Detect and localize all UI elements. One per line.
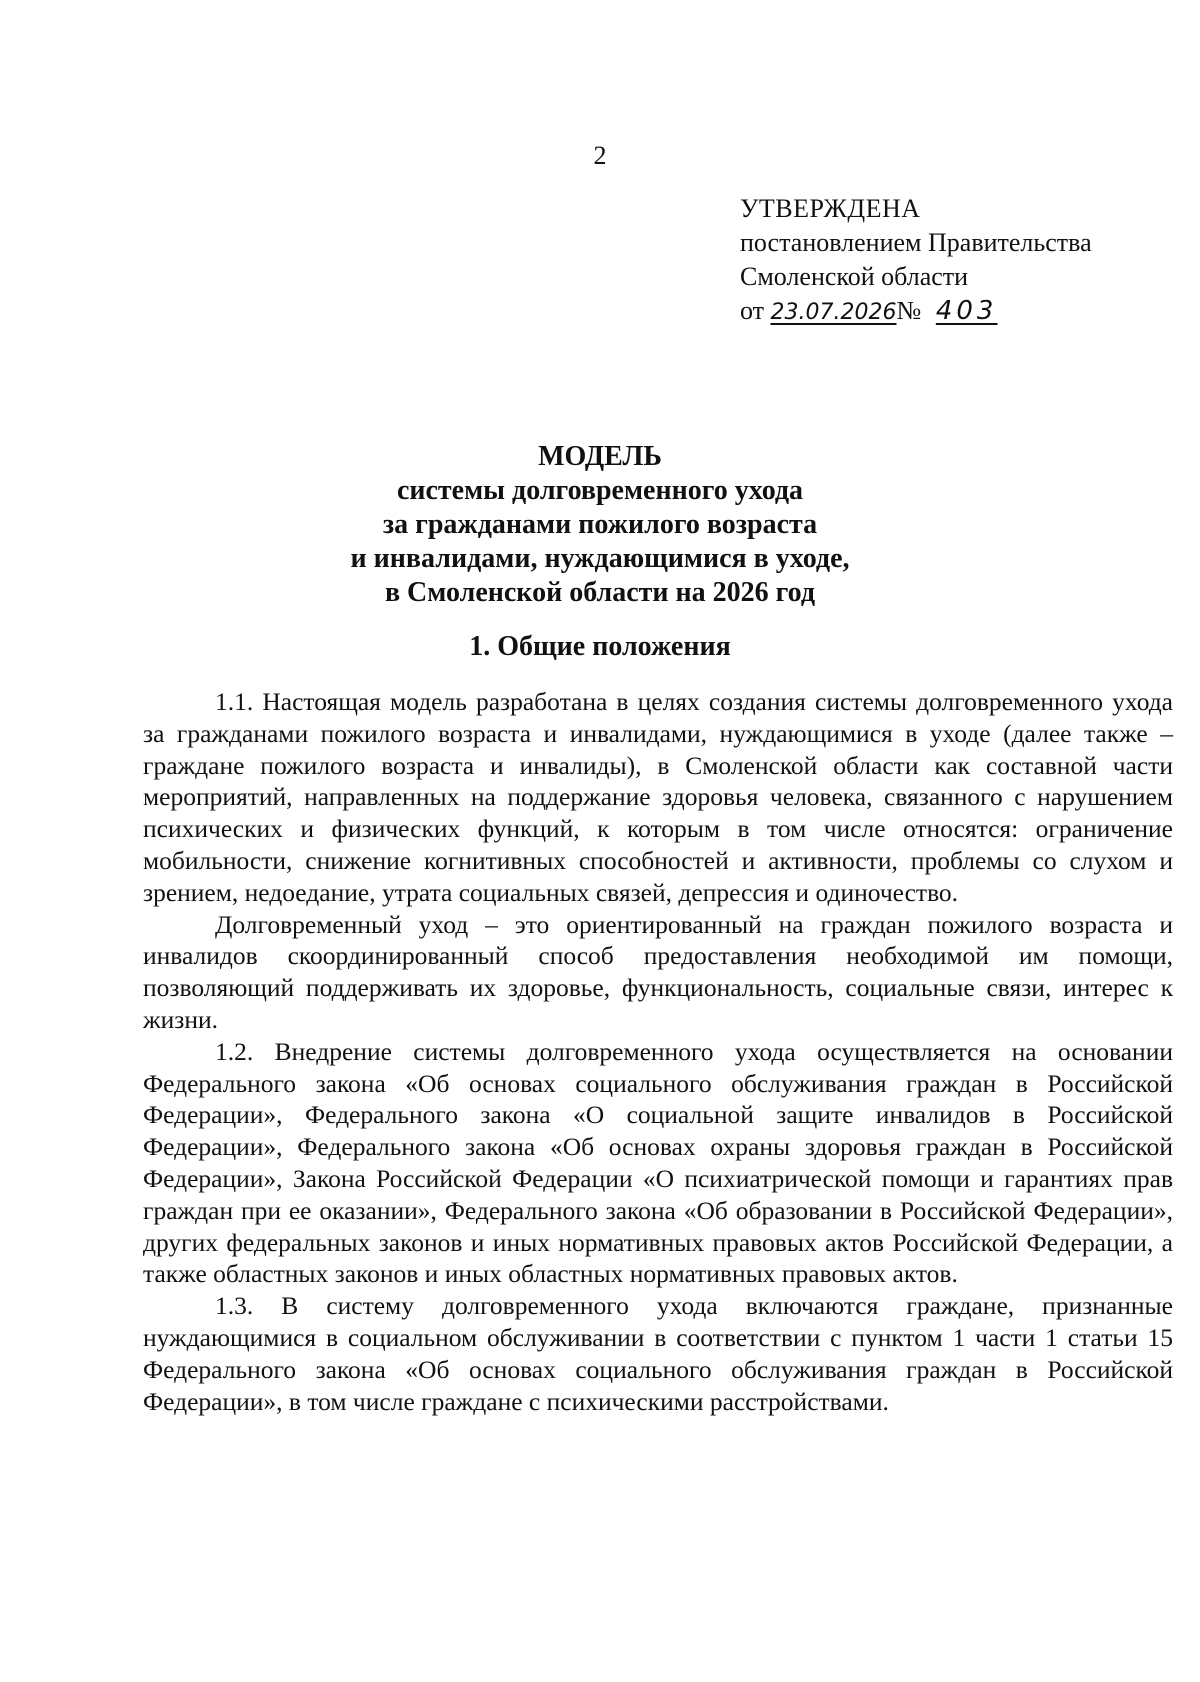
paragraph-long-term-care-definition: Долговременный уход – это ориентированный на граждан пожилого возраста и инвалидов скоординированный способ предоставления необходимой им помощи, позволяющий поддерживать их здоровье, функциональность, социальные связи, интерес к жизни. <box>143 909 1173 1034</box>
page-number: 2 <box>593 141 607 170</box>
title-line-4: и инвалидами, нуждающимися в уходе, <box>350 543 850 574</box>
approval-line-1: постановлением Правительства <box>740 228 1092 257</box>
title-line-2: системы долговременного ухода <box>396 475 804 506</box>
handwritten-date: 23.07.2026 <box>770 300 897 325</box>
approval-title: УТВЕРЖДЕНА <box>740 194 921 223</box>
approval-stamp-block <box>740 192 1092 330</box>
approval-date-line <box>740 294 1092 330</box>
document-title <box>0 440 1200 610</box>
approval-line-2: Смоленской области <box>740 262 969 291</box>
paragraph-1-1: 1.1. Настоящая модель разработана в целях создания системы долговременного ухода за гражданами пожилого возраста и инвалидами, нуждающимися в уходе (далее также – граждане пожилого возраста и инвалиды), в Смоленской области как составной части мероприятий, направленных на поддержание здоровья человека, связанного с нарушением психических и физических функций, к которым в том числе относятся: ограничение мобильности, снижение когнитивных способностей и активности, проблемы со слухом и зрением, недоедание, утрата социальных связей, депрессия и одиночество. <box>143 687 1173 907</box>
date-prefix: от <box>740 296 765 325</box>
paragraph-1-2: 1.2. Внедрение системы долговременного ухода осуществляется на основании Федерального закона «Об основах социального обслуживания граждан в Российской Федерации», Федерального закона «О социальной защите инвалидов в Российской Федерации», Федерального закона «Об основах охраны здоровья граждан в Российской Федерации», Закона Российской Федерации «О психиатрической помощи и гарантиях прав граждан при ее оказании», Федерального закона «Об образовании в Российской Федерации», других федеральных законов и иных нормативных правовых актов Российской Федерации, а также областных законов и иных областных нормативных правовых актов. <box>143 1036 1173 1289</box>
number-prefix: № <box>896 296 922 325</box>
handwritten-number: 403 <box>935 296 998 326</box>
title-line-1: МОДЕЛЬ <box>538 441 662 472</box>
title-line-5: в Смоленской области на 2026 год <box>384 577 816 608</box>
section-heading: 1. Общие положения <box>469 631 731 662</box>
body-text <box>143 686 1173 1417</box>
paragraph-1-3: 1.3. В систему долговременного ухода включаются граждане, признанные нуждающимися в социальном обслуживании в соответствии с пунктом 1 части 1 статьи 15 Федерального закона «Об основах социального обслуживания граждан в Российской Федерации», в том числе граждане с психическими расстройствами. <box>143 1291 1173 1416</box>
title-line-3: за гражданами пожилого возраста <box>382 509 818 540</box>
